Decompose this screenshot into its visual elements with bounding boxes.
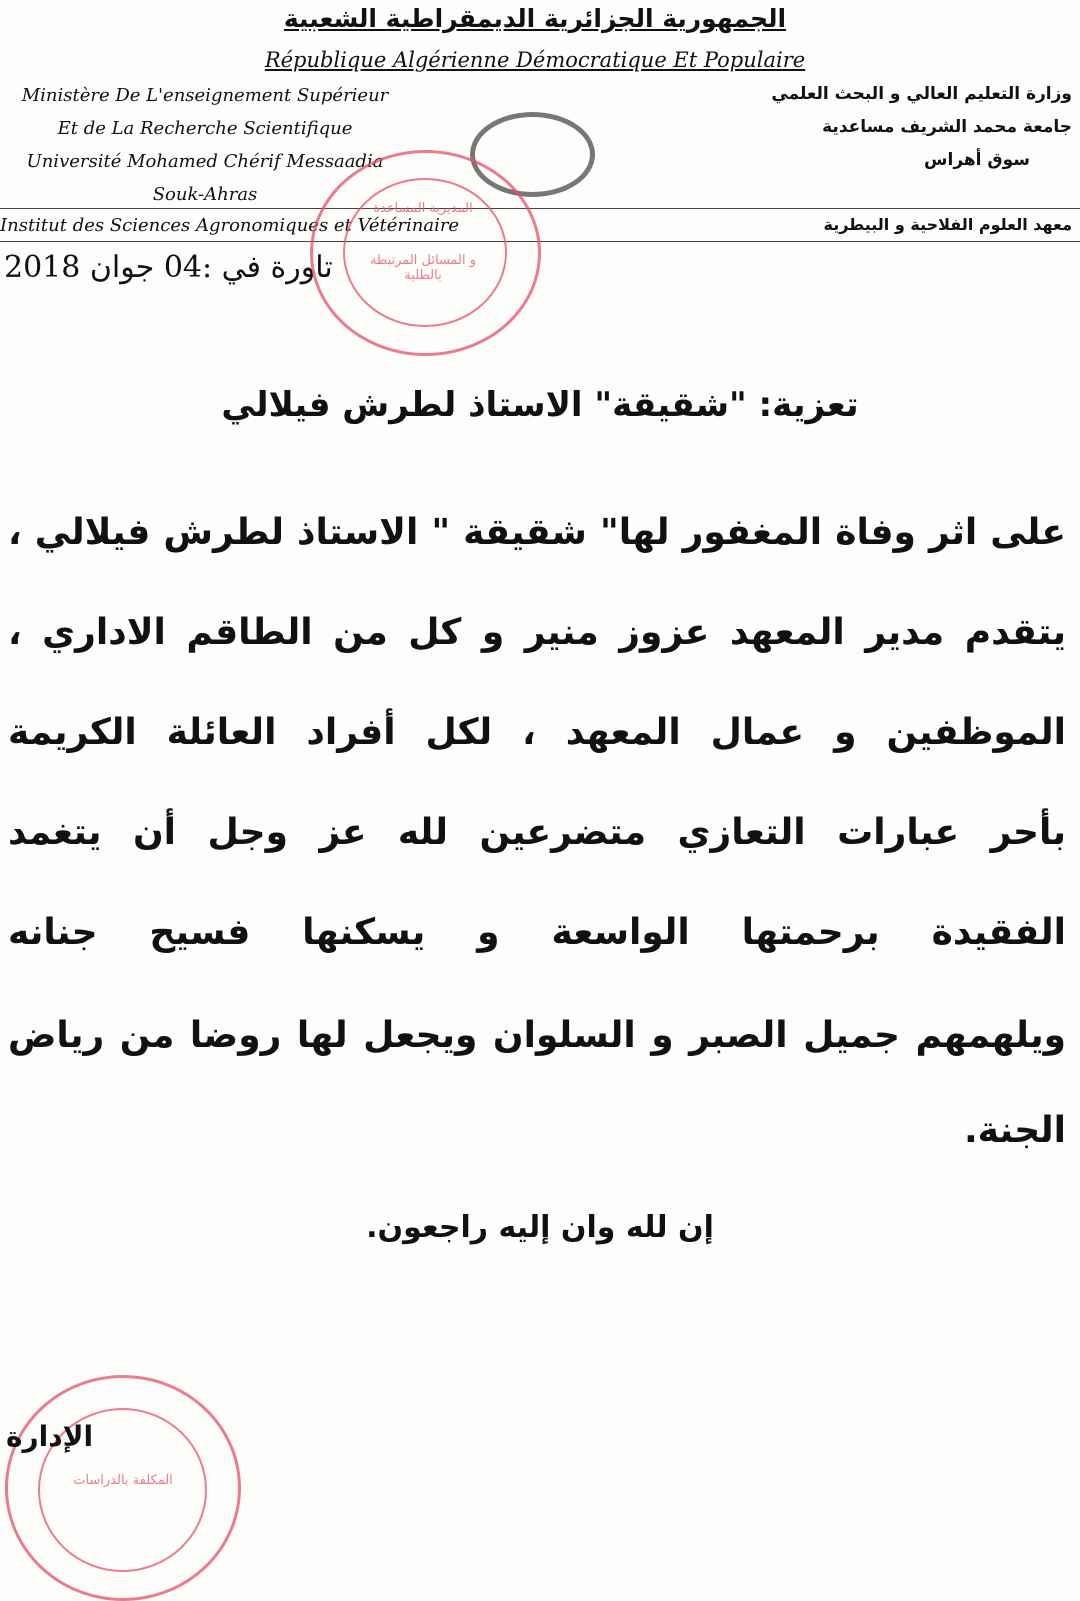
ministry-ar: وزارة التعليم العالي و البحث العلمي [771,84,1072,104]
ministry-fr-2: Et de La Recherche Scientifique [57,118,353,139]
body-line: ويلهمهم جميل الصبر و السلوان ويجعل لها روضا من رياض [8,1015,1066,1056]
city-ar: سوق أهراس [924,150,1030,170]
ministry-fr-1: Ministère De L'enseignement Supérieur [21,85,389,106]
date-line: تاورة في :04 جوان 2018 [4,250,333,285]
official-stamp [310,150,541,356]
stamp-text: و المسائل المرتبطة بالطلبة [369,253,477,283]
stamp-text: المكلفة بالدراسات [73,1473,173,1488]
republic-title-fr: République Algérienne Démocratique Et Populaire [264,48,806,72]
body-line: الجنة. [963,1110,1066,1151]
divider [0,208,1080,209]
stamp-text: المديرية المساعدة [373,201,473,216]
institute-ar: معهد العلوم الفلاحية و البيطرية [823,215,1072,234]
city-fr: Souk-Ahras [152,184,258,205]
signature-label: الإدارة [6,1420,94,1453]
closing-line: إن لله وان إليه راجعون. [366,1210,714,1245]
university-fr: Université Mohamed Chérif Messaadia [26,151,384,172]
subject-title: تعزية: "شقيقة" الاستاذ لطرش فيلالي [221,385,859,425]
body-line: على اثر وفاة المغفور لها" شقيقة " الاستاذ لطرش فيلالي ، [8,512,1066,553]
body-line: يتقدم مدير المعهد عزوز منير و كل من الطاقم الاداري ، [8,612,1066,653]
republic-title-ar: الجمهورية الجزائرية الديمقراطية الشعبية [283,4,787,33]
institute-fr: Institut des Sciences Agronomiques et Vétérinaire [0,215,460,236]
body-line: الموظفين و عمال المعهد ، لكل أفراد العائلة الكريمة [8,712,1066,753]
body-line: الفقيدة برحمتها الواسعة و يسكنها فسيح جنانه [8,912,1066,953]
body-line: بأحر عبارات التعازي متضرعين لله عز وجل أن يتغمد [8,812,1066,853]
signature-stamp [5,1375,241,1601]
university-ar: جامعة محمد الشريف مساعدية [822,117,1072,137]
